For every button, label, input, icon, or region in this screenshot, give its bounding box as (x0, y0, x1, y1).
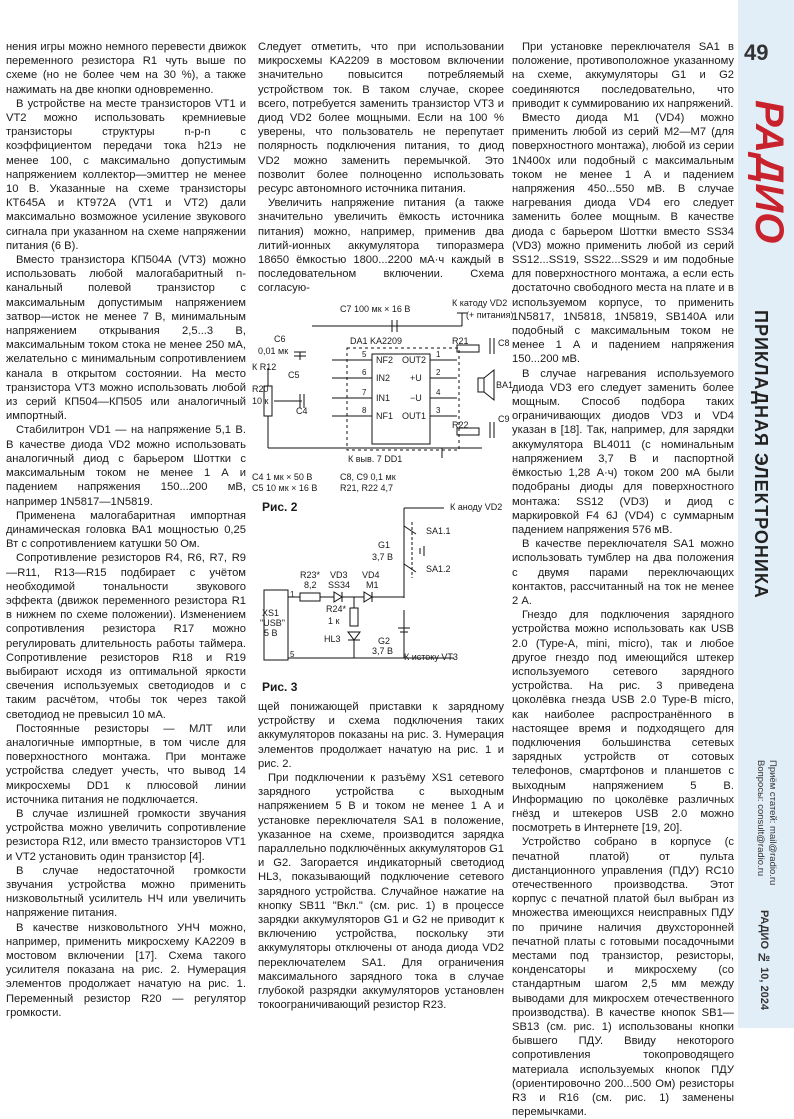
pin-minus-u: −U (410, 393, 422, 403)
pin-num-1: 1 (290, 590, 295, 599)
text-column-2-bottom (258, 700, 504, 1012)
fig2-notes-left (252, 472, 317, 494)
paragraph: В качестве низковольтного УНЧ можно, например, применить микросхему KA2209 в мостовом включении [17]. Схема такого усилителя показана на рис. 2. Нумерация элементов продолжает начатую на рис. 1. Переменный резистор R20 — регулятор громкости. (6, 921, 246, 1019)
paragraph: Стабилитрон VD1 — на напряжение 5,1 В. В качестве диода VD2 можно использовать аналогичный диод с барьером Шоттки с максимальным током не менее 1 А и падением напряжения 150...200 мВ, например 1N5817—1N5819. (6, 424, 246, 508)
label-r23-value: 8,2 (304, 580, 317, 590)
label-g2-voltage: 3,7 В (372, 646, 394, 656)
section-title: ПРИКЛАДНАЯ ЭЛЕКТРОНИКА (751, 310, 771, 599)
pin-num-6: 6 (362, 368, 367, 377)
paragraph: Сопротивление резисторов R4, R6, R7, R9—R11, R13—R15 подбирает с учётом необходимой тональности звукового эффекта (движок переменного резистора R1 в нижнем по схеме положении). Изменением сопротивления резистора R17 можно регулировать длительность работы таймера. Сопротивление резисторов R18 и R19 выбирают исходя из оптимальной яркости свечения используемых светодиодов и с таким расчётом, чтобы ток через такой светодиод не превысил 10 мА. (6, 552, 246, 721)
figure-2-schematic (252, 298, 514, 473)
paragraph: нения игры можно немного перевести движок переменного резистора R1 чуть выше по схеме (но не более чем на 30 %), а также нажимать на две кнопки одновременно. (6, 41, 246, 96)
pin-num-8: 8 (362, 406, 367, 415)
text-column-3 (512, 40, 734, 1119)
paragraph: Вместо транзистора КП504А (VT3) можно использовать любой малогабаритный n-канальный полевой транзистор с максимальным допустимым напряжением затвор—исток не менее 7 В, минимальным напряжением открывания 2,5...3 В, максимальным током стока не менее 250 мА, желательно с минимальным сопротивлением канала в открытом состоянии. На место транзистора VT3 можно использовать любой из серий КП504—КП505 или аналогичный импортный. (6, 254, 246, 423)
pin-in2: IN2 (376, 373, 391, 383)
pin-out1: OUT1 (402, 411, 427, 421)
label-anode: К аноду VD2 (450, 502, 503, 512)
label-5v: 5 В (264, 628, 278, 638)
label-g1: G1 (378, 540, 391, 550)
label-g1-voltage: 3,7 В (372, 552, 394, 562)
label-c8: C8 (498, 338, 510, 348)
label-r24: R24* (326, 604, 347, 614)
note-r21-r22: R21, R22 4,7 (340, 483, 394, 493)
issue-label: РАДИО № 10, 2024 (758, 910, 770, 1010)
figure-2-caption: Рис. 2 (262, 500, 298, 514)
text-column-2-top (258, 40, 504, 296)
paragraph: В случае нагревания используемого диода VD3 его следует заменить более мощным. Способ подбора таких ограничивающих диодов VD3 и VD4 указан в [18]. Так, например, для зарядки аккумулятора BL4011 (с номинальным напряжением 3,7 В и паспортной ёмкостью 1,28 А·ч) током 200 мА были подобраны диоды для поверхностного монтажа: SS12 (VD3) и диод с маркировкой F4 6J (VD4) с суммарным падением напряжения 576 мВ. (512, 367, 734, 536)
label-ba1: BA1 (496, 380, 514, 390)
contact-articles[interactable]: Приём статей: mail@radio.ru (767, 760, 778, 886)
pin-num-5: 5 (290, 650, 295, 659)
magazine-logo: РАДИО (747, 100, 791, 244)
note-c5: C5 10 мк × 16 В (252, 483, 318, 493)
paragraph: Следует отметить, что при использовании микросхемы KA2209 в мостовом включении значительно повысится потребляемый устройством ток. В таком случае, скорее всего, потребуется заменить транзистор VT3 и диод VD2 более мощными. Если на 100 % уверены, что пользователь не перепутает полярность подключения питания, то диод VD2 можно заменить перемычкой. Это позволит более полноценно использовать ресурс автономного источника питания. (258, 41, 504, 196)
pin-num-1: 1 (436, 350, 441, 359)
label-c6: C6 (274, 334, 286, 344)
pin-num-3: 3 (436, 406, 441, 415)
label-r22: R22 (452, 420, 469, 430)
label-sa12: SA1.2 (426, 564, 451, 574)
fig2-notes-right (340, 472, 396, 494)
pin-nf1: NF1 (376, 411, 394, 421)
label-sa11: SA1.1 (426, 526, 451, 536)
paragraph: В устройстве на месте транзисторов VT1 и VT2 можно использовать кремниевые транзисторы структуры n-p-n с коэффициентом передачи тока h21э не менее 100, с максимально допустимым напряжением коллектор—эмиттер не менее 10 В. Указанные на схеме транзисторы КТ645А и КТ972А (VT1 и VT2) дали максимально возможное усиление звукового сигнала при указанном на схеме напряжении питания (6 В). (6, 97, 246, 252)
paragraph: В качестве переключателя SA1 можно использовать тумблер на два положения с двумя парами переключающих контактов, рассчитанный на ток не менее 2 А. (512, 538, 734, 607)
label-vd4: VD4 (362, 570, 380, 580)
label-g2: G2 (378, 636, 391, 646)
pin-plus-u: +U (410, 373, 422, 383)
label-cathode: К катоду VD2 (452, 298, 508, 308)
paragraph: Увеличить напряжение питания (а также значительно увеличить ёмкость источника питания) можно, например, применив два литий-ионных аккумулятора типоразмера 18650 ёмкостью 1800...2200 мА·ч каждый в последовательном включении. Схема согласую- (258, 197, 504, 295)
label-da1: DA1 KA2209 (350, 336, 403, 346)
label-k-dd1: К выв. 7 DD1 (348, 454, 403, 464)
label-r24-value: 1 к (328, 616, 340, 626)
paragraph: При подключении к разъёму XS1 сетевого зарядного устройства с выходным напряжением 5 В и током не менее 1 А и установке переключателя SA1 в положение, указанное на схеме, производится зарядка параллельно подключённых аккумуляторов G1 и G2. Загорается индикаторный светодиод HL3, показывающий подключение сетевого зарядного устройства. Случайное нажатие на кнопку SB11 "Вкл." (см. рис. 1) в процессе зарядки аккумуляторов G1 и G2 не приводит к включению устройства, поскольку эти аккумуляторы отключены от анода диода VD2 переключателем SA1. Для ограничения максимального зарядного тока в случае глубокой разрядки аккумуляторов установлен токоограничивающий резистор R23. (258, 772, 504, 1012)
label-source: К истоку VT3 (404, 652, 458, 662)
pin-num-5: 5 (362, 350, 367, 359)
label-c9: C9 (498, 414, 510, 424)
label-hl3: HL3 (324, 634, 341, 644)
label-c6-value: 0,01 мк (258, 346, 289, 356)
text-column-1 (6, 40, 246, 1020)
figure-3-caption: Рис. 3 (262, 680, 298, 694)
label-r20: R20 (252, 384, 269, 394)
pin-num-2: 2 (436, 368, 441, 377)
contact-questions[interactable]: Вопросы: consult@radio.ru (755, 760, 766, 877)
pin-nf2: NF2 (376, 355, 394, 365)
note-c4: C4 1 мк × 50 В (252, 472, 313, 482)
label-r23: R23* (300, 570, 321, 580)
label-r21: R21 (452, 336, 469, 346)
pin-out2: OUT2 (402, 355, 427, 365)
paragraph: щей понижающей приставки к зарядному устройству и схема подключения таких аккумуляторов показаны на рис. 3. Нумерация элементов продолжает начатую на рис. 1 и рис. 2. (258, 701, 504, 770)
label-c7: C7 100 мк × 16 В (340, 304, 411, 314)
label-c4: C4 (296, 406, 308, 416)
label-vd3: VD3 (330, 570, 348, 580)
paragraph: В случае недостаточной громкости звучания устройства можно применить низковольтный усилитель НЧ или увеличить напряжение питания. (6, 864, 246, 920)
label-r20-value: 10 к (252, 396, 269, 406)
paragraph: Постоянные резисторы — МЛТ или аналогичные импортные, в том числе для поверхностного монтажа. При монтаже устройства следует учесть, что вывод 14 микросхемы DD1 к плюсовой линии источника питания не подключается. (6, 722, 246, 806)
label-vd3-type: SS34 (328, 580, 351, 590)
label-kr12: К R12 (252, 362, 277, 372)
paragraph: Вместо диода M1 (VD4) можно применить любой из серий M2—M7 (для поверхностного монтажа), любой из серии 1N400x или подобный с максимальным током не менее 1 А и падением напряжения 450...550 мВ. В случае нагревания диода VD4 его следует заменить более мощным. В качестве диода с барьером Шоттки вместо SS34 (VD3) можно применить любой из серий SS12...SS19, SS22...SS29 и им подобные для поверхностного монтажа, а если есть достаточно свободного места на плате и в используемом корпусе, то применить 1N5817, 1N5818, 1N5819, SB140A или подобный с максимальным током не менее 1 А и падением напряжения 150...200 мВ. (512, 112, 734, 366)
paragraph: В случае излишней громкости звучания устройства можно увеличить сопротивление резистора R12, или вместо транзисторов VT1 и VT2 установить один транзистор [4]. (6, 807, 246, 863)
contacts (754, 760, 778, 885)
paragraph: Устройство собрано в корпусе (с печатной платой) от пульта дистанционного управления (ПДУ) RC10 отечественного производства. Этот корпус с печатной платой был выбран из множества имеющихся неисправных ПДУ по причине наличия двухсторонней печатной платы с готовыми посадочными местами под транзистор, резисторы, конденсаторы и микросхему (со стандартным шагом 2,5 мм между выводами для микросхем отечественного производства). В качестве кнопок SB1—SB13 (см. рис. 1) использованы кнопки бывшего ПДУ. Ввиду некоторого сопротивления токопроводящего материала используемых кнопок ПДУ (ориентировочно 200...500 Ом) резисторы R3 и R16 (см. рис. 1) заменены перемычками. (512, 836, 734, 1119)
label-power: (+ питания) (466, 310, 514, 320)
page-number: 49 (744, 40, 769, 65)
label-usb: "USB" (260, 618, 285, 628)
pin-num-7: 7 (362, 388, 367, 397)
figure-3-schematic (254, 498, 506, 679)
label-xs1: XS1 (262, 608, 280, 618)
label-c5: C5 (288, 370, 300, 380)
paragraph: При установке переключателя SA1 в положение, противоположное указанному на схеме, аккумуляторы G1 и G2 соединяются последовательно, что приводит к суммированию их напряжений. (512, 41, 734, 110)
label-vd4-type: M1 (366, 580, 379, 590)
paragraph: Гнездо для подключения зарядного устройства можно использовать как USB 2.0 (Type-A, mini, micro), так и любое другое гнездо под имеющийся штекер используемого сетевого зарядного устройства. На рис. 3 приведена цоколёвка гнезда USB 2.0 Type-B micro, как наиболее распространённого в настоящее время и подходящего для подключения большинства сетевых зарядных устройств от сотовых телефонов, смартфонов и планшетов с выходным напряжением 5 В. Информацию по цоколёвке различных гнёзд и штекеров USB 2.0 можно посмотреть в Интернете [19, 20]. (512, 609, 734, 835)
pin-in1: IN1 (376, 393, 391, 403)
pin-num-4: 4 (436, 388, 441, 397)
paragraph: Применена малогабаритная импортная динамическая головка ВА1 мощностью 0,25 Вт с сопротивлением катушки 50 Ом. (6, 509, 246, 551)
note-c8-c9: C8, C9 0,1 мк (340, 472, 396, 482)
